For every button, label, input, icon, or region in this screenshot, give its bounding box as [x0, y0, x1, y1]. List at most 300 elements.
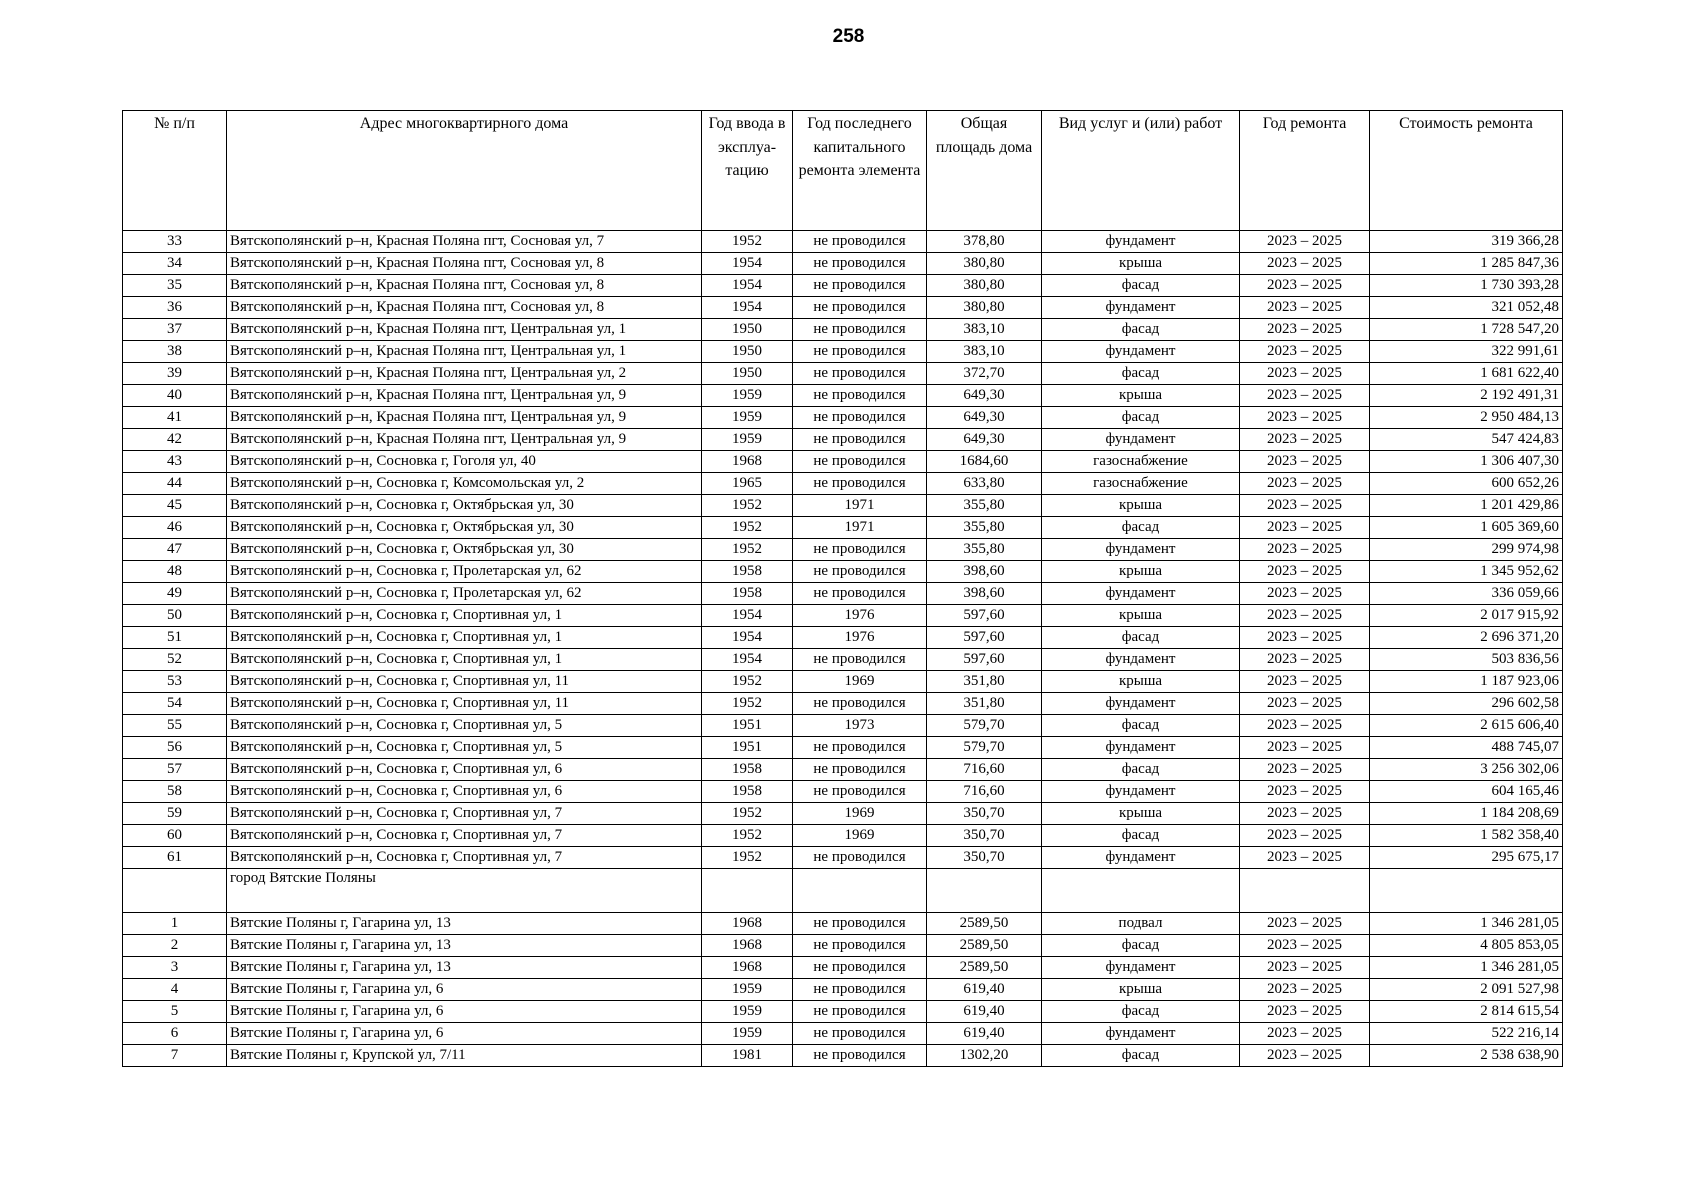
row-repair-years: 2023 – 2025 [1240, 561, 1370, 583]
table-row [123, 715, 1563, 737]
row-area: 380,80 [927, 275, 1042, 297]
row-last-repair: не проводился [793, 297, 927, 319]
row-address: Вятские Поляны г, Гагарина ул, 6 [227, 1023, 702, 1045]
section-empty-cell [927, 869, 1042, 913]
row-number: 35 [123, 275, 227, 297]
row-work-type: фундамент [1042, 847, 1240, 869]
row-number: 60 [123, 825, 227, 847]
row-last-repair: не проводился [793, 561, 927, 583]
row-work-type: газоснабжение [1042, 451, 1240, 473]
row-number: 54 [123, 693, 227, 715]
row-year-built: 1954 [702, 627, 793, 649]
row-address: Вятскополянский р–н, Сосновка г, Пролетарская ул, 62 [227, 583, 702, 605]
row-work-type: фундамент [1042, 781, 1240, 803]
row-cost: 2 950 484,13 [1370, 407, 1563, 429]
row-year-built: 1959 [702, 979, 793, 1001]
row-address: Вятскополянский р–н, Сосновка г, Спортивная ул, 1 [227, 649, 702, 671]
table-row [123, 803, 1563, 825]
row-work-type: крыша [1042, 605, 1240, 627]
row-cost: 522 216,14 [1370, 1023, 1563, 1045]
row-address: Вятскополянский р–н, Красная Поляна пгт, Сосновая ул, 8 [227, 275, 702, 297]
row-repair-years: 2023 – 2025 [1240, 979, 1370, 1001]
table-row [123, 957, 1563, 979]
row-cost: 2 192 491,31 [1370, 385, 1563, 407]
row-work-type: фундамент [1042, 583, 1240, 605]
table-row [123, 847, 1563, 869]
row-repair-years: 2023 – 2025 [1240, 1045, 1370, 1067]
row-cost: 321 052,48 [1370, 297, 1563, 319]
row-repair-years: 2023 – 2025 [1240, 319, 1370, 341]
row-work-type: фасад [1042, 825, 1240, 847]
row-work-type: фундамент [1042, 231, 1240, 253]
table-row [123, 935, 1563, 957]
header-number: № п/п [123, 111, 227, 231]
row-work-type: фундамент [1042, 693, 1240, 715]
row-address: Вятскополянский р–н, Красная Поляна пгт, Центральная ул, 9 [227, 385, 702, 407]
row-repair-years: 2023 – 2025 [1240, 847, 1370, 869]
row-number: 42 [123, 429, 227, 451]
row-last-repair: не проводился [793, 451, 927, 473]
row-year-built: 1952 [702, 495, 793, 517]
row-repair-years: 2023 – 2025 [1240, 407, 1370, 429]
row-cost: 1 187 923,06 [1370, 671, 1563, 693]
row-last-repair: не проводился [793, 913, 927, 935]
row-number: 5 [123, 1001, 227, 1023]
header-address: Адрес многоквартирного дома [227, 111, 702, 231]
row-area: 597,60 [927, 649, 1042, 671]
row-year-built: 1959 [702, 407, 793, 429]
row-cost: 2 814 615,54 [1370, 1001, 1563, 1023]
row-number: 58 [123, 781, 227, 803]
row-repair-years: 2023 – 2025 [1240, 473, 1370, 495]
row-work-type: фасад [1042, 935, 1240, 957]
row-last-repair: 1976 [793, 627, 927, 649]
table-row [123, 231, 1563, 253]
row-year-built: 1968 [702, 957, 793, 979]
table-row [123, 495, 1563, 517]
row-address: Вятскополянский р–н, Красная Поляна пгт, Центральная ул, 1 [227, 341, 702, 363]
row-last-repair: не проводился [793, 385, 927, 407]
row-cost: 2 615 606,40 [1370, 715, 1563, 737]
row-number: 48 [123, 561, 227, 583]
row-last-repair: 1973 [793, 715, 927, 737]
row-year-built: 1968 [702, 913, 793, 935]
row-year-built: 1959 [702, 385, 793, 407]
row-last-repair: не проводился [793, 1001, 927, 1023]
row-area: 378,80 [927, 231, 1042, 253]
table-row [123, 583, 1563, 605]
row-cost: 604 165,46 [1370, 781, 1563, 803]
table-row [123, 275, 1563, 297]
row-year-built: 1968 [702, 935, 793, 957]
row-repair-years: 2023 – 2025 [1240, 363, 1370, 385]
row-cost: 1 184 208,69 [1370, 803, 1563, 825]
row-last-repair: не проводился [793, 319, 927, 341]
row-number: 7 [123, 1045, 227, 1067]
row-area: 619,40 [927, 1001, 1042, 1023]
row-last-repair: 1971 [793, 517, 927, 539]
row-address: Вятскополянский р–н, Сосновка г, Спортивная ул, 11 [227, 693, 702, 715]
row-year-built: 1952 [702, 847, 793, 869]
row-cost: 1 201 429,86 [1370, 495, 1563, 517]
table-header [123, 111, 1563, 231]
row-area: 597,60 [927, 605, 1042, 627]
row-repair-years: 2023 – 2025 [1240, 781, 1370, 803]
row-year-built: 1958 [702, 561, 793, 583]
header-repair-year: Год ремонта [1240, 111, 1370, 231]
row-number: 46 [123, 517, 227, 539]
row-number: 38 [123, 341, 227, 363]
row-year-built: 1951 [702, 715, 793, 737]
row-address: Вятские Поляны г, Крупской ул, 7/11 [227, 1045, 702, 1067]
row-number: 49 [123, 583, 227, 605]
row-last-repair: не проводился [793, 1023, 927, 1045]
row-last-repair: не проводился [793, 253, 927, 275]
row-cost: 1 730 393,28 [1370, 275, 1563, 297]
row-address: Вятскополянский р–н, Красная Поляна пгт, Центральная ул, 9 [227, 407, 702, 429]
row-area: 372,70 [927, 363, 1042, 385]
row-work-type: газоснабжение [1042, 473, 1240, 495]
table-row [123, 297, 1563, 319]
row-work-type: фасад [1042, 1045, 1240, 1067]
table-row [123, 693, 1563, 715]
table-row [123, 1023, 1563, 1045]
row-year-built: 1951 [702, 737, 793, 759]
row-address: Вятскополянский р–н, Сосновка г, Спортивная ул, 7 [227, 825, 702, 847]
row-address: Вятскополянский р–н, Сосновка г, Спортивная ул, 1 [227, 627, 702, 649]
row-area: 355,80 [927, 495, 1042, 517]
row-address: Вятские Поляны г, Гагарина ул, 13 [227, 913, 702, 935]
row-area: 619,40 [927, 1023, 1042, 1045]
row-number: 1 [123, 913, 227, 935]
row-area: 2589,50 [927, 957, 1042, 979]
row-work-type: крыша [1042, 561, 1240, 583]
row-repair-years: 2023 – 2025 [1240, 605, 1370, 627]
row-last-repair: не проводился [793, 1045, 927, 1067]
row-area: 579,70 [927, 737, 1042, 759]
row-number: 33 [123, 231, 227, 253]
section-empty-cell [1240, 869, 1370, 913]
row-cost: 4 805 853,05 [1370, 935, 1563, 957]
row-number: 2 [123, 935, 227, 957]
row-cost: 296 602,58 [1370, 693, 1563, 715]
row-address: Вятскополянский р–н, Красная Поляна пгт, Центральная ул, 1 [227, 319, 702, 341]
row-area: 649,30 [927, 429, 1042, 451]
row-work-type: фасад [1042, 407, 1240, 429]
row-last-repair: не проводился [793, 957, 927, 979]
row-work-type: фасад [1042, 363, 1240, 385]
section-empty-cell [1042, 869, 1240, 913]
row-last-repair: не проводился [793, 693, 927, 715]
table-row [123, 759, 1563, 781]
row-repair-years: 2023 – 2025 [1240, 385, 1370, 407]
row-year-built: 1950 [702, 341, 793, 363]
row-address: Вятские Поляны г, Гагарина ул, 6 [227, 1001, 702, 1023]
row-number: 41 [123, 407, 227, 429]
row-work-type: крыша [1042, 671, 1240, 693]
row-work-type: фундамент [1042, 341, 1240, 363]
row-year-built: 1959 [702, 429, 793, 451]
row-address: Вятские Поляны г, Гагарина ул, 13 [227, 957, 702, 979]
row-area: 579,70 [927, 715, 1042, 737]
row-repair-years: 2023 – 2025 [1240, 913, 1370, 935]
row-number: 56 [123, 737, 227, 759]
row-repair-years: 2023 – 2025 [1240, 451, 1370, 473]
row-area: 350,70 [927, 803, 1042, 825]
row-number: 51 [123, 627, 227, 649]
row-area: 355,80 [927, 517, 1042, 539]
row-number: 3 [123, 957, 227, 979]
row-cost: 1 582 358,40 [1370, 825, 1563, 847]
row-last-repair: не проводился [793, 935, 927, 957]
row-area: 351,80 [927, 671, 1042, 693]
row-year-built: 1958 [702, 781, 793, 803]
table-row [123, 451, 1563, 473]
row-number: 47 [123, 539, 227, 561]
row-work-type: крыша [1042, 253, 1240, 275]
row-area: 619,40 [927, 979, 1042, 1001]
table-row [123, 737, 1563, 759]
row-cost: 488 745,07 [1370, 737, 1563, 759]
row-area: 380,80 [927, 297, 1042, 319]
row-area: 649,30 [927, 385, 1042, 407]
row-address: Вятскополянский р–н, Сосновка г, Спортивная ул, 5 [227, 737, 702, 759]
row-year-built: 1968 [702, 451, 793, 473]
row-address: Вятскополянский р–н, Сосновка г, Гоголя ул, 40 [227, 451, 702, 473]
row-repair-years: 2023 – 2025 [1240, 957, 1370, 979]
header-last-repair: Год последнего капитального ремонта элемента [793, 111, 927, 231]
row-work-type: фасад [1042, 759, 1240, 781]
row-year-built: 1952 [702, 517, 793, 539]
section-empty-cell [793, 869, 927, 913]
row-address: Вятскополянский р–н, Сосновка г, Спортивная ул, 11 [227, 671, 702, 693]
row-cost: 299 974,98 [1370, 539, 1563, 561]
row-work-type: фасад [1042, 627, 1240, 649]
row-number: 34 [123, 253, 227, 275]
row-last-repair: не проводился [793, 473, 927, 495]
table-row [123, 561, 1563, 583]
row-address: Вятскополянский р–н, Красная Поляна пгт, Центральная ул, 2 [227, 363, 702, 385]
row-cost: 503 836,56 [1370, 649, 1563, 671]
row-work-type: крыша [1042, 495, 1240, 517]
row-cost: 2 091 527,98 [1370, 979, 1563, 1001]
row-address: Вятскополянский р–н, Красная Поляна пгт, Сосновая ул, 8 [227, 297, 702, 319]
table-row [123, 781, 1563, 803]
row-number: 44 [123, 473, 227, 495]
row-work-type: фасад [1042, 517, 1240, 539]
table-body [123, 231, 1563, 1067]
row-year-built: 1965 [702, 473, 793, 495]
row-repair-years: 2023 – 2025 [1240, 539, 1370, 561]
row-area: 398,60 [927, 583, 1042, 605]
row-repair-years: 2023 – 2025 [1240, 935, 1370, 957]
row-number: 43 [123, 451, 227, 473]
repair-registry-table [122, 110, 1563, 1067]
row-address: Вятскополянский р–н, Сосновка г, Октябрьская ул, 30 [227, 495, 702, 517]
row-work-type: крыша [1042, 803, 1240, 825]
row-cost: 547 424,83 [1370, 429, 1563, 451]
row-work-type: фундамент [1042, 297, 1240, 319]
table-row [123, 627, 1563, 649]
row-repair-years: 2023 – 2025 [1240, 825, 1370, 847]
table-row [123, 363, 1563, 385]
row-address: Вятскополянский р–н, Сосновка г, Спортивная ул, 1 [227, 605, 702, 627]
section-empty-cell [702, 869, 793, 913]
table-row [123, 319, 1563, 341]
table-row [123, 913, 1563, 935]
row-repair-years: 2023 – 2025 [1240, 715, 1370, 737]
row-last-repair: не проводился [793, 407, 927, 429]
row-year-built: 1952 [702, 231, 793, 253]
header-work-type: Вид услуг и (или) работ [1042, 111, 1240, 231]
row-area: 649,30 [927, 407, 1042, 429]
row-cost: 3 256 302,06 [1370, 759, 1563, 781]
row-number: 40 [123, 385, 227, 407]
row-repair-years: 2023 – 2025 [1240, 693, 1370, 715]
row-address: Вятскополянский р–н, Сосновка г, Спортивная ул, 7 [227, 847, 702, 869]
table-row [123, 473, 1563, 495]
row-work-type: фасад [1042, 715, 1240, 737]
row-year-built: 1952 [702, 693, 793, 715]
row-cost: 295 675,17 [1370, 847, 1563, 869]
row-area: 1302,20 [927, 1045, 1042, 1067]
row-repair-years: 2023 – 2025 [1240, 253, 1370, 275]
row-work-type: фасад [1042, 319, 1240, 341]
row-work-type: фундамент [1042, 539, 1240, 561]
row-cost: 2 017 915,92 [1370, 605, 1563, 627]
header-area: Общая площадь дома [927, 111, 1042, 231]
row-cost: 600 652,26 [1370, 473, 1563, 495]
row-last-repair: не проводился [793, 781, 927, 803]
row-repair-years: 2023 – 2025 [1240, 429, 1370, 451]
row-year-built: 1950 [702, 363, 793, 385]
table-row [123, 1045, 1563, 1067]
row-address: Вятскополянский р–н, Сосновка г, Спортивная ул, 7 [227, 803, 702, 825]
table-row [123, 253, 1563, 275]
row-year-built: 1952 [702, 803, 793, 825]
row-area: 380,80 [927, 253, 1042, 275]
row-work-type: фасад [1042, 275, 1240, 297]
table-row [123, 979, 1563, 1001]
row-last-repair: 1969 [793, 803, 927, 825]
table-row [123, 539, 1563, 561]
row-area: 355,80 [927, 539, 1042, 561]
row-last-repair: 1969 [793, 825, 927, 847]
row-repair-years: 2023 – 2025 [1240, 759, 1370, 781]
row-repair-years: 2023 – 2025 [1240, 517, 1370, 539]
row-number: 53 [123, 671, 227, 693]
table-row [123, 517, 1563, 539]
row-cost: 2 696 371,20 [1370, 627, 1563, 649]
row-area: 716,60 [927, 759, 1042, 781]
row-repair-years: 2023 – 2025 [1240, 649, 1370, 671]
row-year-built: 1952 [702, 825, 793, 847]
row-work-type: фундамент [1042, 737, 1240, 759]
row-repair-years: 2023 – 2025 [1240, 341, 1370, 363]
table-row [123, 341, 1563, 363]
row-number: 6 [123, 1023, 227, 1045]
row-address: Вятскополянский р–н, Красная Поляна пгт, Сосновая ул, 7 [227, 231, 702, 253]
row-year-built: 1959 [702, 1001, 793, 1023]
row-last-repair: не проводился [793, 737, 927, 759]
row-repair-years: 2023 – 2025 [1240, 297, 1370, 319]
row-cost: 1 728 547,20 [1370, 319, 1563, 341]
table-row [123, 1001, 1563, 1023]
row-cost: 1 306 407,30 [1370, 451, 1563, 473]
section-empty-cell [123, 869, 227, 913]
row-repair-years: 2023 – 2025 [1240, 1023, 1370, 1045]
row-area: 398,60 [927, 561, 1042, 583]
row-work-type: крыша [1042, 385, 1240, 407]
row-work-type: фундамент [1042, 649, 1240, 671]
row-area: 1684,60 [927, 451, 1042, 473]
header-cost: Стоимость ремонта [1370, 111, 1563, 231]
row-cost: 322 991,61 [1370, 341, 1563, 363]
row-year-built: 1954 [702, 275, 793, 297]
row-address: Вятскополянский р–н, Красная Поляна пгт, Центральная ул, 9 [227, 429, 702, 451]
row-last-repair: не проводился [793, 759, 927, 781]
table-row [123, 671, 1563, 693]
section-row [123, 869, 1563, 913]
row-last-repair: не проводился [793, 847, 927, 869]
row-number: 37 [123, 319, 227, 341]
row-work-type: фундамент [1042, 957, 1240, 979]
row-repair-years: 2023 – 2025 [1240, 1001, 1370, 1023]
row-year-built: 1981 [702, 1045, 793, 1067]
row-last-repair: не проводился [793, 979, 927, 1001]
row-work-type: фундамент [1042, 429, 1240, 451]
row-address: Вятскополянский р–н, Красная Поляна пгт, Сосновая ул, 8 [227, 253, 702, 275]
row-work-type: подвал [1042, 913, 1240, 935]
row-address: Вятскополянский р–н, Сосновка г, Спортивная ул, 5 [227, 715, 702, 737]
row-number: 45 [123, 495, 227, 517]
row-last-repair: не проводился [793, 429, 927, 451]
row-cost: 336 059,66 [1370, 583, 1563, 605]
section-empty-cell [1370, 869, 1563, 913]
row-cost: 1 346 281,05 [1370, 957, 1563, 979]
table-row [123, 429, 1563, 451]
row-last-repair: 1976 [793, 605, 927, 627]
row-area: 350,70 [927, 847, 1042, 869]
row-year-built: 1954 [702, 253, 793, 275]
row-cost: 1 346 281,05 [1370, 913, 1563, 935]
row-cost: 319 366,28 [1370, 231, 1563, 253]
table-row [123, 825, 1563, 847]
row-repair-years: 2023 – 2025 [1240, 231, 1370, 253]
row-work-type: крыша [1042, 979, 1240, 1001]
row-cost: 1 605 369,60 [1370, 517, 1563, 539]
row-last-repair: не проводился [793, 363, 927, 385]
row-area: 633,80 [927, 473, 1042, 495]
row-year-built: 1958 [702, 759, 793, 781]
table-row [123, 605, 1563, 627]
row-area: 350,70 [927, 825, 1042, 847]
row-work-type: фасад [1042, 1001, 1240, 1023]
page-number: 258 [832, 26, 865, 47]
row-number: 4 [123, 979, 227, 1001]
row-address: Вятскополянский р–н, Сосновка г, Комсомольская ул, 2 [227, 473, 702, 495]
row-area: 2589,50 [927, 913, 1042, 935]
row-work-type: фундамент [1042, 1023, 1240, 1045]
row-cost: 1 285 847,36 [1370, 253, 1563, 275]
row-number: 50 [123, 605, 227, 627]
section-title: город Вятские Поляны [227, 869, 702, 913]
row-number: 61 [123, 847, 227, 869]
row-address: Вятскополянский р–н, Сосновка г, Спортивная ул, 6 [227, 759, 702, 781]
row-area: 2589,50 [927, 935, 1042, 957]
row-last-repair: не проводился [793, 539, 927, 561]
row-last-repair: 1969 [793, 671, 927, 693]
